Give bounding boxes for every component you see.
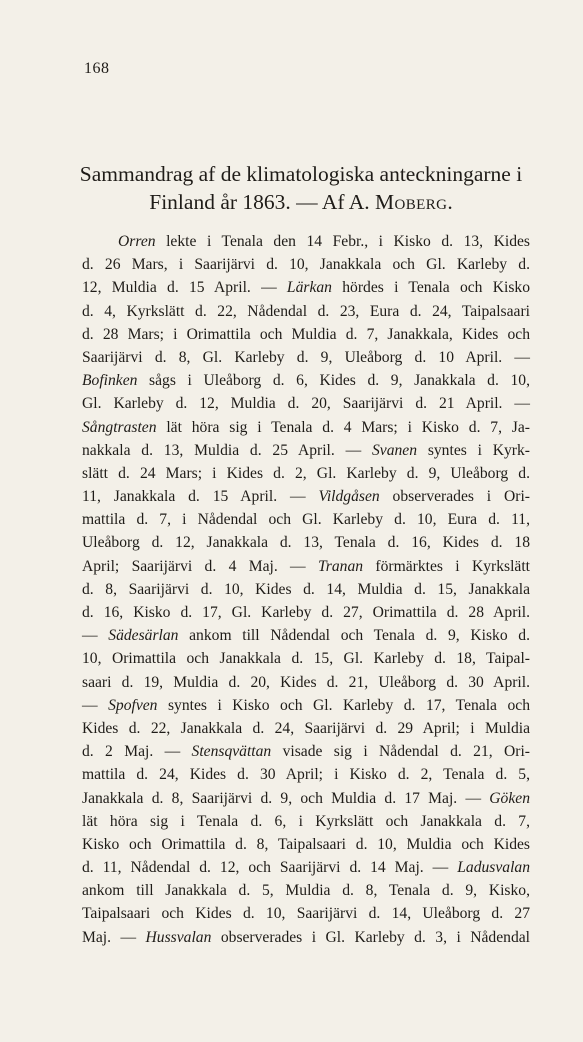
italic-species-name: Göken bbox=[489, 789, 530, 807]
text-line bbox=[82, 787, 530, 810]
title-line-2 bbox=[76, 188, 526, 216]
text-line bbox=[82, 671, 530, 694]
text-segment: Kides d. 22, Janakkala d. 24, Saarijärvi d. 29 April; i Muldia bbox=[82, 719, 530, 737]
author-name: Moberg bbox=[375, 190, 448, 214]
text-line bbox=[82, 416, 530, 439]
italic-species-name: Orren bbox=[118, 233, 156, 250]
text-line bbox=[82, 485, 530, 508]
text-line bbox=[82, 253, 530, 276]
text-segment: d. 26 Mars, i Saarijärvi d. 10, Janakkala och Gl. Karleby d. bbox=[82, 256, 530, 274]
italic-species-name: Svanen bbox=[371, 441, 418, 459]
text-segment: syntes i Kisko och Gl. Karleby d. 17, Tenala och bbox=[157, 696, 530, 714]
text-segment: Kisko och Orimattila d. 8, Taipalsaari d. 10, Muldia och Kides bbox=[82, 835, 530, 853]
text-segment: d. 4, Kyrkslätt d. 22, Nådendal d. 23, Eura d. 24, Taipalsaari bbox=[82, 302, 530, 320]
text-segment: syntes i Kyrk- bbox=[417, 441, 530, 459]
text-segment: saari d. 19, Muldia d. 20, Kides d. 21, Uleåborg d. 30 April. bbox=[82, 673, 530, 691]
text-line bbox=[82, 740, 530, 763]
text-line bbox=[82, 300, 530, 323]
text-line bbox=[82, 578, 530, 601]
text-segment: d. 28 Mars; i Orimattila och Muldia d. 7, Janakkala, Kides och bbox=[82, 325, 530, 343]
text-line bbox=[82, 392, 530, 415]
text-segment: Taipalsaari och Kides d. 10, Saarijärvi d. 14, Uleåborg d. 27 bbox=[82, 905, 530, 923]
text-line bbox=[82, 439, 530, 462]
italic-species-name: Stensqvättan bbox=[191, 743, 272, 761]
text-segment: — bbox=[82, 696, 109, 714]
text-segment: 12, Muldia d. 15 April. — bbox=[82, 279, 287, 297]
text-line bbox=[82, 647, 530, 670]
text-line bbox=[82, 508, 530, 531]
page-number: 168 bbox=[84, 60, 110, 77]
text-segment: ankom till Janakkala d. 5, Muldia d. 8, Tenala d. 9, Kisko, bbox=[82, 882, 530, 900]
text-segment: ankom till Nådendal och Tenala d. 9, Kisko d. bbox=[178, 627, 530, 645]
text-segment: observerades i Ori- bbox=[379, 488, 530, 506]
text-segment: Janakkala d. 8, Saarijärvi d. 9, och Muldia d. 17 Maj. — bbox=[82, 789, 490, 807]
text-segment: förmärktes i Kyrkslätt bbox=[363, 557, 531, 575]
text-line bbox=[82, 323, 530, 346]
text-segment: April; Saarijärvi d. 4 Maj. — bbox=[82, 557, 318, 575]
text-segment: visade sig i Nådendal d. 21, Ori- bbox=[271, 743, 530, 761]
text-line bbox=[82, 833, 530, 856]
text-segment: mattila d. 7, i Nådendal och Gl. Karleby d. 10, Eura d. 11, bbox=[82, 511, 530, 529]
article-title bbox=[76, 160, 526, 216]
italic-species-name: Bofinken bbox=[82, 372, 138, 390]
text-segment: slätt d. 24 Mars; i Kides d. 2, Gl. Karleby d. 9, Uleåborg d. bbox=[82, 464, 530, 482]
text-segment: lät höra sig i Tenala d. 6, i Kyrkslätt och Janakkala d. 7, bbox=[82, 812, 530, 830]
text-segment: — bbox=[82, 627, 109, 645]
text-line bbox=[82, 763, 530, 786]
text-line bbox=[82, 462, 530, 485]
text-line bbox=[82, 369, 530, 392]
italic-species-name: Hussvalan bbox=[145, 928, 212, 946]
italic-species-name: Lärkan bbox=[286, 279, 332, 297]
text-segment: d. 11, Nådendal d. 12, och Saarijärvi d. 14 Maj. — bbox=[82, 859, 458, 877]
text-segment: lät höra sig i Tenala d. 4 Mars; i Kisko d. 7, Ja- bbox=[156, 418, 530, 436]
title-line-1: Sammandrag af de klimatologiska anteckningarne i bbox=[79, 162, 523, 186]
text-line bbox=[82, 531, 530, 554]
text-line bbox=[82, 346, 530, 369]
text-segment: mattila d. 24, Kides d. 30 April; i Kisko d. 2, Tenala d. 5, bbox=[82, 766, 530, 784]
text-line bbox=[82, 276, 530, 299]
text-line bbox=[82, 810, 530, 833]
text-line bbox=[82, 926, 530, 949]
italic-species-name: Spofven bbox=[108, 696, 158, 714]
text-segment: d. 2 Maj. — bbox=[82, 743, 192, 761]
text-segment: 11, Janakkala d. 15 April. — bbox=[82, 488, 319, 506]
text-segment: nakkala d. 13, Muldia d. 25 April. — bbox=[82, 441, 372, 459]
text-segment: Gl. Karleby d. 12, Muldia d. 20, Saarijärvi d. 21 April. — bbox=[82, 395, 530, 413]
text-segment: Uleåborg d. 12, Janakkala d. 13, Tenala d. 16, Kides d. 18 bbox=[82, 534, 530, 552]
text-segment: hördes i Tenala och Kisko bbox=[331, 279, 530, 297]
text-segment: 10, Orimattila och Janakkala d. 15, Gl. Karleby d. 18, Taipal- bbox=[82, 650, 530, 668]
italic-species-name: Tranan bbox=[318, 557, 364, 575]
italic-species-name: Sångtrasten bbox=[82, 418, 157, 436]
text-line bbox=[82, 230, 530, 253]
text-line bbox=[82, 694, 530, 717]
title-line-2-prefix: Finland år 1863. — Af A. bbox=[149, 190, 375, 214]
text-segment: sågs i Uleåborg d. 6, Kides d. 9, Janakkala d. 10, bbox=[137, 372, 530, 390]
text-segment: Maj. — bbox=[82, 928, 146, 946]
italic-species-name: Sädesärlan bbox=[108, 627, 179, 645]
title-line-2-suffix: . bbox=[447, 190, 453, 214]
text-line bbox=[82, 856, 530, 879]
text-segment: d. 8, Saarijärvi d. 10, Kides d. 14, Muldia d. 15, Janakkala bbox=[82, 580, 530, 598]
body-text bbox=[82, 230, 530, 949]
text-segment: d. 16, Kisko d. 17, Gl. Karleby d. 27, Orimattila d. 28 April. bbox=[82, 604, 530, 621]
text-segment: Saarijärvi d. 8, Gl. Karleby d. 9, Uleåborg d. 10 April. — bbox=[82, 348, 530, 366]
text-line bbox=[82, 902, 530, 925]
text-segment: observerades i Gl. Karleby d. 3, i Nådendal bbox=[211, 928, 530, 946]
text-line bbox=[82, 624, 530, 647]
italic-species-name: Ladusvalan bbox=[457, 859, 530, 877]
text-line bbox=[82, 717, 530, 740]
text-segment: lekte i Tenala den 14 Febr., i Kisko d. 13, Kides bbox=[155, 233, 530, 250]
text-line bbox=[82, 555, 530, 578]
text-line bbox=[82, 879, 530, 902]
text-line bbox=[82, 601, 530, 624]
italic-species-name: Vildgåsen bbox=[318, 488, 380, 506]
